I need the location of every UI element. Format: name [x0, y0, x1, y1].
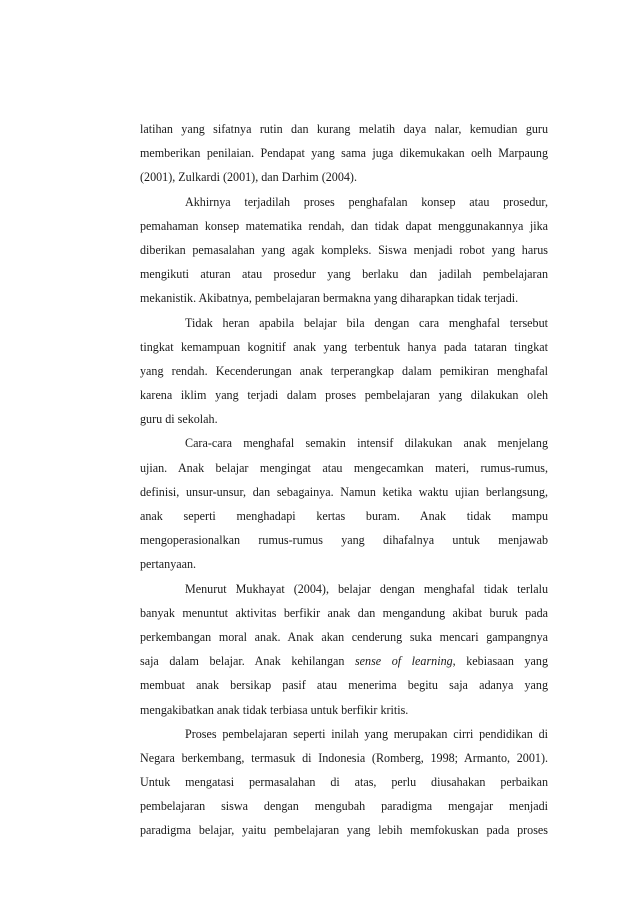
text-line: paradigma belajar, yaitu pembelajaran yang lebih memfokuskan pada proses: [140, 823, 548, 838]
text-line: perkembangan moral anak. Anak akan cenderung suka mencari gampangnya: [140, 629, 548, 644]
italic-phrase: sense of learning: [354, 654, 453, 669]
text-line: latihan yang sifatnya rutin dan kurang melatih daya nalar, kemudian guru: [140, 122, 548, 136]
text-line: (2001), Zulkardi (2001), dan Darhim (2004).: [140, 170, 357, 185]
text-line: Untuk mengatasi permasalahan di atas, perlu diusahakan perbaikan: [140, 775, 548, 790]
text-line: karena iklim yang terjadi dalam proses pembelajaran yang dilakukan oleh: [140, 388, 548, 403]
text-line: mengakibatkan anak tidak terbiasa untuk berfikir kritis.: [140, 702, 409, 717]
text-line: membuat anak bersikap pasif atau menerima begitu saja adanya yang: [140, 678, 548, 693]
paragraph-p5: [140, 577, 548, 722]
paragraph-p1: [140, 117, 548, 190]
text-line: tingkat kemampuan kognitif anak yang terbentuk hanya pada tataran tingkat: [140, 339, 548, 354]
text-line: saja dalam belajar. Anak kehilangan sense of learning, kebiasaan yang: [140, 654, 548, 669]
text-line: mengikuti aturan atau prosedur yang berlaku dan jadilah pembelajaran: [140, 267, 548, 282]
text-line: pemahaman konsep matematika rendah, dan tidak dapat menggunakannya jika: [140, 218, 548, 233]
text-line: pembelajaran siswa dengan mengubah paradigma mengajar menjadi: [140, 799, 548, 814]
text-line: Tidak heran apabila belajar bila dengan cara menghafal tersebut: [185, 315, 548, 330]
text-line: Menurut Mukhayat (2004), belajar dengan menghafal tidak terlalu: [185, 581, 548, 596]
text-line: Akhirnya terjadilah proses penghafalan konsep atau prosedur,: [185, 194, 548, 209]
text-line: banyak menuntut aktivitas berfikir anak dan mengandung akibat buruk pada: [140, 605, 548, 620]
paragraph-p2: [140, 190, 548, 311]
text-line: diberikan pemasalahan yang agak kompleks. Siswa menjadi robot yang harus: [140, 242, 548, 257]
text-line: mekanistik. Akibatnya, pembelajaran bermakna yang diharapkan tidak terjadi.: [140, 291, 519, 306]
text-line: Proses pembelajaran seperti inilah yang merupakan cirri pendidikan di: [185, 726, 548, 741]
text-line: yang rendah. Kecenderungan anak terperangkap dalam pemikiran menghafal: [140, 363, 548, 378]
text-line: mengoperasionalkan rumus-rumus yang dihafalnya untuk menjawab: [140, 533, 548, 548]
paragraph-p4: [140, 431, 548, 576]
text-line: ujian. Anak belajar mengingat atau mengecamkan materi, rumus-rumus,: [140, 460, 548, 475]
document-page: [140, 117, 548, 843]
text-line: Cara-cara menghafal semakin intensif dilakukan anak menjelang: [185, 436, 548, 451]
text-line: guru di sekolah.: [140, 412, 218, 427]
paragraph-p6: [140, 722, 548, 843]
text-line: Negara berkembang, termasuk di Indonesia (Romberg, 1998; Armanto, 2001).: [140, 750, 548, 765]
paragraph-p3: [140, 311, 548, 432]
text-line: definisi, unsur-unsur, dan sebagainya. Namun ketika waktu ujian berlangsung,: [140, 484, 548, 499]
text-line: pertanyaan.: [140, 557, 197, 572]
text-line: memberikan penilaian. Pendapat yang sama juga dikemukakan oelh Marpaung: [140, 146, 548, 161]
text-line: anak seperti menghadapi kertas buram. Anak tidak mampu: [140, 509, 548, 523]
